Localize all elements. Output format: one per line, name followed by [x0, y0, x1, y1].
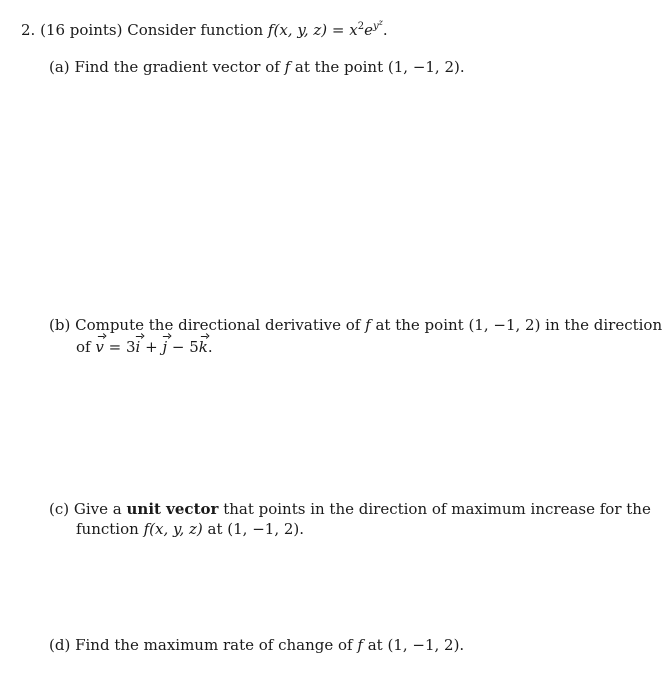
- question-points: (16 points): [40, 21, 123, 39]
- vector-eq: = 3: [103, 338, 136, 356]
- function-name: f: [267, 21, 274, 39]
- base-x: x: [349, 21, 358, 39]
- part-a-text2: at the point (1, −1, 2).: [294, 58, 465, 76]
- equals-sign: =: [327, 21, 350, 39]
- vector-plus: +: [140, 338, 163, 356]
- part-c-line2: [76, 520, 304, 539]
- part-c-label: (c): [49, 500, 70, 518]
- exponent-yz: [372, 18, 383, 32]
- part-b-text2: at the point (1, −1, 2) in the direction: [375, 316, 662, 334]
- part-c-line1: [49, 500, 651, 519]
- part-d-text2: at (1, −1, 2).: [367, 636, 465, 654]
- exponent-two: 2: [357, 21, 365, 32]
- vector-k: k: [198, 338, 208, 356]
- part-d: [49, 636, 464, 655]
- part-a-label: (a): [49, 58, 70, 76]
- part-d-f: f: [357, 636, 363, 654]
- part-d-text1: Find the maximum rate of change of: [75, 636, 353, 654]
- part-a-text1: Find the gradient vector of: [74, 58, 280, 76]
- vector-minus: − 5: [167, 338, 199, 356]
- part-b-end: .: [207, 338, 213, 356]
- part-d-label: (d): [49, 636, 71, 654]
- question-heading: [21, 18, 388, 40]
- part-c-text3: function: [76, 520, 139, 538]
- part-c-func: f: [143, 520, 150, 538]
- part-b-text3: of: [76, 338, 91, 356]
- function-args: (x, y, z): [273, 21, 328, 39]
- exponent-z: z: [378, 18, 383, 27]
- vector-i: i: [135, 338, 141, 356]
- part-b-line2: [76, 338, 213, 357]
- vector-j: j: [162, 338, 168, 356]
- part-c-text2: that points in the direction of maximum increase for the: [223, 500, 651, 518]
- part-c-text4: at (1, −1, 2).: [207, 520, 305, 538]
- vector-v: v: [95, 338, 104, 356]
- base-e: e: [364, 21, 373, 39]
- part-c-bold: unit vector: [126, 500, 219, 518]
- part-b-text1: Compute the directional derivative of: [75, 316, 361, 334]
- part-b-f: f: [365, 316, 371, 334]
- part-b-label: (b): [49, 316, 71, 334]
- heading-period: .: [382, 21, 388, 39]
- part-a: [49, 58, 465, 77]
- part-a-f: f: [284, 58, 291, 76]
- exponent-y: y: [372, 21, 379, 32]
- question-intro: Consider function: [127, 21, 264, 39]
- part-c-args: (x, y, z): [149, 520, 203, 538]
- question-number: 2.: [21, 21, 36, 39]
- part-c-text1: Give a: [73, 500, 122, 518]
